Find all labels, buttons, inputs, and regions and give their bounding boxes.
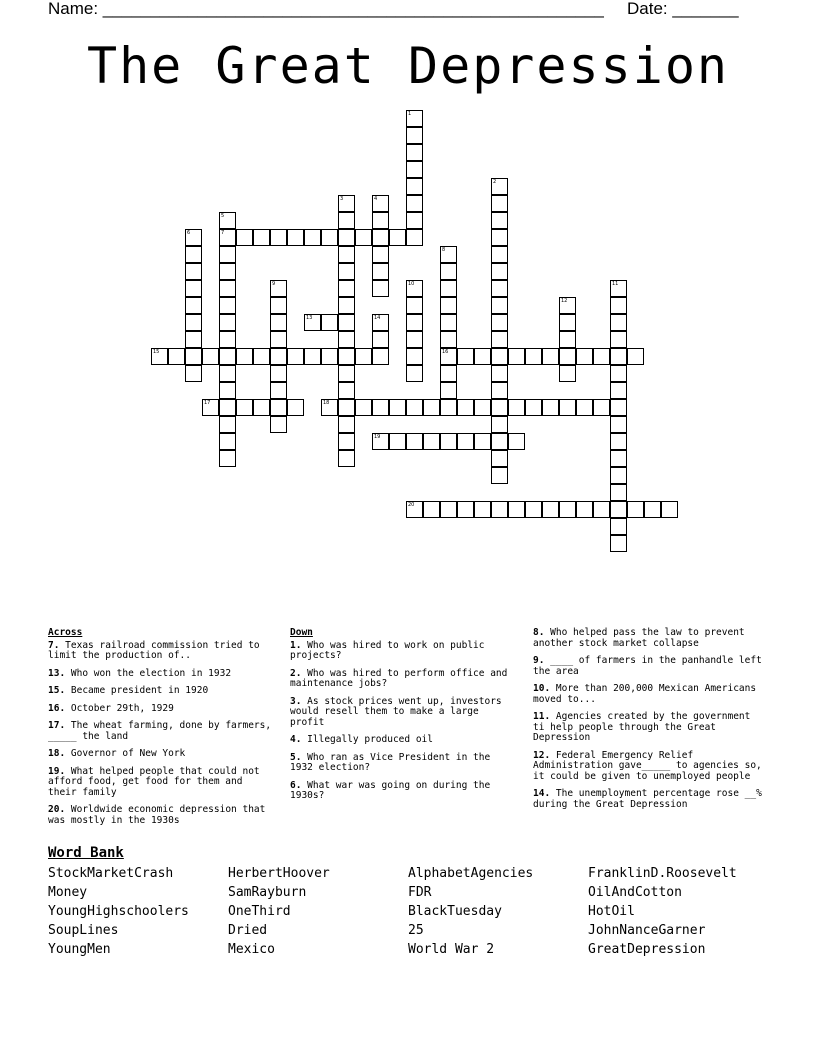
crossword-cell[interactable] — [219, 212, 236, 229]
crossword-cell[interactable] — [474, 433, 491, 450]
cell-number: 19 — [374, 434, 381, 440]
crossword-cell[interactable] — [491, 178, 508, 195]
crossword-cell[interactable] — [440, 263, 457, 280]
crossword-cell[interactable] — [338, 280, 355, 297]
crossword-cell[interactable] — [610, 331, 627, 348]
clue-text: Became president in 1920 — [65, 685, 209, 696]
crossword-cell[interactable] — [406, 297, 423, 314]
cell-number: 2 — [493, 179, 497, 185]
clue-text: Who was hired to perform office and maintenance jobs? — [290, 667, 508, 689]
cell-number: 13 — [306, 315, 313, 321]
word-bank-word: Dried — [228, 923, 268, 938]
clue-number: 7. — [48, 639, 60, 651]
crossword-cell[interactable] — [338, 433, 355, 450]
crossword-cell[interactable] — [610, 501, 627, 518]
crossword-cell[interactable] — [440, 382, 457, 399]
crossword-cell[interactable] — [338, 348, 355, 365]
crossword-cell[interactable] — [525, 348, 542, 365]
crossword-cell[interactable] — [491, 297, 508, 314]
crossword-cell[interactable] — [219, 263, 236, 280]
crossword-cell[interactable] — [593, 399, 610, 416]
crossword-cell[interactable] — [253, 399, 270, 416]
crossword-cell[interactable] — [661, 501, 678, 518]
crossword-cell[interactable] — [423, 433, 440, 450]
word-bank-word: JohnNanceGarner — [588, 923, 706, 938]
clue-item — [48, 669, 273, 680]
cell-number: 10 — [408, 281, 415, 287]
crossword-cell[interactable] — [372, 348, 389, 365]
crossword-cell[interactable] — [491, 467, 508, 484]
crossword-cell[interactable] — [491, 382, 508, 399]
crossword-cell[interactable] — [202, 399, 219, 416]
crossword-cell[interactable] — [508, 501, 525, 518]
clue-text: Agencies created by the government ti help people through the Great Depression — [533, 711, 751, 743]
clue-item — [48, 767, 273, 799]
word-bank-word: YoungHighschoolers — [48, 904, 189, 919]
crossword-cell[interactable] — [644, 501, 661, 518]
across-heading: Across — [48, 627, 83, 638]
crossword-cell[interactable] — [423, 501, 440, 518]
crossword-cell[interactable] — [355, 348, 372, 365]
crossword-cell[interactable] — [236, 399, 253, 416]
down-clues — [290, 628, 518, 809]
crossword-cell[interactable] — [440, 365, 457, 382]
crossword-cell[interactable] — [219, 348, 236, 365]
cell-number: 9 — [272, 281, 276, 287]
clue-item — [290, 669, 518, 690]
crossword-cell[interactable] — [491, 416, 508, 433]
crossword-cell[interactable] — [253, 229, 270, 246]
crossword-cell[interactable] — [491, 365, 508, 382]
crossword-cell[interactable] — [168, 348, 185, 365]
word-bank-word: StockMarketCrash — [48, 866, 174, 881]
crossword-cell[interactable] — [372, 229, 389, 246]
crossword-cell[interactable] — [610, 433, 627, 450]
cell-number: 3 — [340, 196, 344, 202]
crossword-cell[interactable] — [559, 365, 576, 382]
word-bank-word: SamRayburn — [228, 885, 307, 900]
crossword-cell[interactable] — [406, 229, 423, 246]
crossword-cell[interactable] — [372, 263, 389, 280]
crossword-cell[interactable] — [185, 331, 202, 348]
crossword-cell[interactable] — [491, 501, 508, 518]
crossword-cell[interactable] — [287, 348, 304, 365]
crossword-cell[interactable] — [338, 263, 355, 280]
clue-number: 18. — [48, 748, 66, 759]
crossword-cell[interactable] — [542, 501, 559, 518]
clue-item — [533, 656, 763, 677]
crossword-cell[interactable] — [270, 365, 287, 382]
crossword-cell[interactable] — [338, 195, 355, 212]
crossword-cell[interactable] — [372, 246, 389, 263]
crossword-cell[interactable] — [338, 229, 355, 246]
crossword-cell[interactable] — [440, 399, 457, 416]
crossword-cell[interactable] — [457, 348, 474, 365]
clue-text: Who ran as Vice President in the 1932 election? — [290, 751, 491, 773]
crossword-cell[interactable] — [508, 433, 525, 450]
word-bank-word: OneThird — [228, 904, 291, 919]
crossword-cell[interactable] — [270, 382, 287, 399]
crossword-cell[interactable] — [593, 348, 610, 365]
crossword-cell[interactable] — [185, 246, 202, 263]
crossword-cell[interactable] — [457, 501, 474, 518]
crossword-cell[interactable] — [219, 433, 236, 450]
crossword-cell[interactable] — [321, 229, 338, 246]
page-title: The Great Depression — [86, 37, 730, 95]
crossword-cell[interactable] — [491, 433, 508, 450]
clue-number: 1. — [290, 639, 302, 651]
crossword-cell[interactable] — [525, 399, 542, 416]
clue-number: 16. — [48, 702, 66, 714]
crossword-cell[interactable] — [610, 297, 627, 314]
crossword-cell[interactable] — [338, 246, 355, 263]
clue-item — [533, 712, 763, 744]
crossword-cell[interactable] — [338, 297, 355, 314]
crossword-cell[interactable] — [406, 178, 423, 195]
crossword-cell[interactable] — [491, 246, 508, 263]
clue-text: Governor of New York — [65, 748, 186, 759]
clue-item — [533, 751, 763, 783]
clue-text: Who helped pass the law to prevent another stock market collapse — [533, 627, 745, 649]
crossword-cell[interactable] — [236, 348, 253, 365]
crossword-cell[interactable] — [270, 297, 287, 314]
crossword-cell[interactable] — [406, 144, 423, 161]
cell-number: 6 — [187, 230, 191, 236]
word-bank-word: HerbertHoover — [228, 866, 330, 881]
crossword-cell[interactable] — [185, 297, 202, 314]
crossword-cell[interactable] — [474, 399, 491, 416]
crossword-cell[interactable] — [440, 280, 457, 297]
crossword-cell[interactable] — [338, 399, 355, 416]
crossword-cell[interactable] — [440, 297, 457, 314]
word-bank-word: OilAndCotton — [588, 885, 682, 900]
clue-text: What war was going on during the 1930s? — [290, 779, 491, 801]
crossword-cell[interactable] — [440, 246, 457, 263]
crossword-cell[interactable] — [610, 314, 627, 331]
crossword-cell[interactable] — [355, 399, 372, 416]
clue-number: 14. — [533, 788, 551, 799]
crossword-cell[interactable] — [185, 229, 202, 246]
crossword-cell[interactable] — [406, 161, 423, 178]
crossword-cell[interactable] — [219, 416, 236, 433]
clue-number: 11. — [533, 711, 551, 722]
crossword-cell[interactable] — [270, 416, 287, 433]
crossword-cell[interactable] — [406, 348, 423, 365]
crossword-cell[interactable] — [576, 501, 593, 518]
crossword-cell[interactable] — [219, 331, 236, 348]
crossword-cell[interactable] — [491, 280, 508, 297]
word-bank-word: BlackTuesday — [408, 904, 502, 919]
crossword-cell[interactable] — [627, 501, 644, 518]
crossword-cell[interactable] — [338, 331, 355, 348]
clue-text: Who was hired to work on public projects? — [290, 639, 485, 661]
crossword-cell[interactable] — [491, 195, 508, 212]
crossword-cell[interactable] — [610, 518, 627, 535]
crossword-cell[interactable] — [219, 365, 236, 382]
crossword-cell[interactable] — [219, 229, 236, 246]
crossword-cell[interactable] — [406, 365, 423, 382]
crossword-cell[interactable] — [491, 399, 508, 416]
crossword-cell[interactable] — [491, 331, 508, 348]
crossword-cell[interactable] — [610, 280, 627, 297]
clue-item — [48, 721, 273, 742]
clue-number: 12. — [533, 749, 551, 761]
crossword-cell[interactable] — [202, 348, 219, 365]
crossword-cell[interactable] — [185, 348, 202, 365]
crossword-cell[interactable] — [406, 399, 423, 416]
crossword-cell[interactable] — [304, 229, 321, 246]
word-bank-word: YoungMen — [48, 942, 111, 957]
clue-text: As stock prices went up, investors would resell them to make a large profit — [290, 695, 502, 728]
crossword-cell[interactable] — [321, 399, 338, 416]
crossword-cell[interactable] — [287, 399, 304, 416]
crossword-cell[interactable] — [219, 399, 236, 416]
crossword-cell[interactable] — [423, 399, 440, 416]
crossword-cell[interactable] — [372, 280, 389, 297]
crossword-cell[interactable] — [321, 348, 338, 365]
clue-number: 10. — [533, 683, 551, 694]
clue-number: 9. — [533, 655, 545, 666]
cell-number: 7 — [221, 230, 225, 236]
crossword-cell[interactable] — [406, 212, 423, 229]
clue-number: 6. — [290, 779, 302, 791]
crossword-cell[interactable] — [542, 348, 559, 365]
clue-item — [533, 789, 763, 810]
crossword-cell[interactable] — [355, 229, 372, 246]
crossword-cell[interactable] — [542, 399, 559, 416]
crossword-cell[interactable] — [236, 229, 253, 246]
crossword-cell[interactable] — [372, 331, 389, 348]
word-bank-title: Word Bank — [48, 845, 124, 861]
clue-item — [48, 686, 273, 697]
clue-item — [290, 735, 518, 746]
across-clues — [48, 628, 273, 833]
crossword-cell[interactable] — [610, 382, 627, 399]
cell-number: 12 — [561, 298, 568, 304]
crossword-cell[interactable] — [440, 314, 457, 331]
crossword-cell[interactable] — [491, 348, 508, 365]
crossword-cell[interactable] — [610, 416, 627, 433]
crossword-cell[interactable] — [338, 450, 355, 467]
word-bank-word: Mexico — [228, 942, 275, 957]
crossword-cell[interactable] — [559, 399, 576, 416]
crossword-cell[interactable] — [491, 263, 508, 280]
crossword-cell[interactable] — [389, 229, 406, 246]
word-bank-word: AlphabetAgencies — [408, 866, 534, 881]
crossword-cell[interactable] — [185, 280, 202, 297]
crossword-cell[interactable] — [338, 382, 355, 399]
clue-item — [48, 641, 273, 662]
crossword-cell[interactable] — [287, 229, 304, 246]
crossword-cell[interactable] — [627, 348, 644, 365]
crossword-cell[interactable] — [610, 484, 627, 501]
clue-item — [290, 641, 518, 662]
crossword-cell[interactable] — [185, 314, 202, 331]
clue-number: 5. — [290, 751, 302, 763]
crossword-cell[interactable] — [372, 195, 389, 212]
crossword-cell[interactable] — [270, 348, 287, 365]
crossword-cell[interactable] — [151, 348, 168, 365]
word-bank-word: FDR — [408, 885, 432, 900]
crossword-cell[interactable] — [559, 348, 576, 365]
clue-item — [290, 781, 518, 802]
crossword-cell[interactable] — [610, 365, 627, 382]
word-bank-word: FranklinD.Roosevelt — [588, 866, 737, 881]
cell-number: 16 — [442, 349, 449, 355]
clue-text: Texas railroad commission tried to limit the production of.. — [48, 639, 260, 661]
crossword-cell[interactable] — [338, 365, 355, 382]
crossword-cell[interactable] — [610, 399, 627, 416]
word-bank-word: World War 2 — [408, 942, 495, 957]
crossword-cell[interactable] — [491, 314, 508, 331]
crossword-cell[interactable] — [508, 348, 525, 365]
clue-text: The wheat farming, done by farmers, _____ the land — [48, 720, 272, 742]
cell-number: 5 — [221, 213, 225, 219]
word-bank-word: 25 — [408, 923, 424, 938]
word-bank-word: HotOil — [588, 904, 635, 919]
crossword-cell[interactable] — [321, 314, 338, 331]
clue-text: What helped people that could not afford food, get food for them and their family — [48, 765, 260, 798]
clue-item — [48, 749, 273, 760]
crossword-cell[interactable] — [219, 246, 236, 263]
crossword-cell[interactable] — [270, 280, 287, 297]
crossword-cell[interactable] — [270, 399, 287, 416]
crossword-cell[interactable] — [185, 365, 202, 382]
clue-text: Worldwide economic depression that was mostly in the 1930s — [48, 804, 266, 826]
crossword-cell[interactable] — [440, 331, 457, 348]
crossword-cell[interactable] — [372, 433, 389, 450]
crossword-cell[interactable] — [457, 433, 474, 450]
word-bank-word: GreatDepression — [588, 942, 706, 957]
crossword-cell[interactable] — [185, 263, 202, 280]
clue-number: 17. — [48, 720, 66, 731]
crossword-cell[interactable] — [559, 501, 576, 518]
clue-item — [290, 753, 518, 774]
crossword-cell[interactable] — [372, 314, 389, 331]
crossword-cell[interactable] — [304, 348, 321, 365]
crossword-cell[interactable] — [440, 501, 457, 518]
clue-number: 15. — [48, 685, 66, 696]
crossword-cell[interactable] — [270, 331, 287, 348]
crossword-cell[interactable] — [474, 501, 491, 518]
crossword-cell[interactable] — [610, 348, 627, 365]
clue-number: 4. — [290, 734, 302, 745]
crossword-cell[interactable] — [440, 433, 457, 450]
clue-text: ____ of farmers in the panhandle left the area — [533, 655, 762, 677]
cell-number: 1 — [408, 111, 412, 117]
clue-number: 13. — [48, 667, 66, 679]
clue-number: 2. — [290, 667, 302, 679]
crossword-cell[interactable] — [389, 433, 406, 450]
crossword-cell[interactable] — [406, 110, 423, 127]
crossword-cell[interactable] — [610, 535, 627, 552]
crossword-cell[interactable] — [491, 229, 508, 246]
word-bank-word: Money — [48, 885, 88, 900]
name-line[interactable]: Name: _____________________________________________________ — [48, 0, 604, 18]
crossword-cell[interactable] — [338, 416, 355, 433]
clue-item — [533, 684, 763, 705]
clue-number: 3. — [290, 695, 302, 707]
crossword-cell[interactable] — [219, 450, 236, 467]
crossword-cell[interactable] — [389, 399, 406, 416]
cell-number: 15 — [153, 349, 160, 355]
crossword-cell[interactable] — [270, 229, 287, 246]
crossword-cell[interactable] — [525, 501, 542, 518]
clue-item — [290, 697, 518, 729]
crossword-cell[interactable] — [219, 314, 236, 331]
crossword-cell[interactable] — [304, 314, 321, 331]
crossword-cell[interactable] — [576, 348, 593, 365]
cell-number: 4 — [374, 196, 378, 202]
crossword-cell[interactable] — [491, 450, 508, 467]
crossword-cell[interactable] — [372, 212, 389, 229]
cell-number: 8 — [442, 247, 446, 253]
crossword-cell[interactable] — [219, 280, 236, 297]
crossword-cell[interactable] — [406, 314, 423, 331]
crossword-cell[interactable] — [440, 348, 457, 365]
clue-item — [48, 704, 273, 715]
down-clues-continued — [533, 628, 763, 817]
crossword-cell[interactable] — [610, 450, 627, 467]
clue-item — [533, 628, 763, 649]
cell-number: 17 — [204, 400, 211, 406]
clue-text: Who won the election in 1932 — [65, 667, 232, 679]
crossword-cell[interactable] — [559, 331, 576, 348]
crossword-cell[interactable] — [406, 280, 423, 297]
clue-text: More than 200,000 Mexican Americans moved to... — [533, 683, 757, 705]
clue-text: October 29th, 1929 — [65, 702, 174, 714]
crossword-cell[interactable] — [219, 382, 236, 399]
crossword-cell[interactable] — [406, 127, 423, 144]
clue-number: 8. — [533, 627, 545, 638]
crossword-cell[interactable] — [372, 399, 389, 416]
crossword-cell[interactable] — [406, 433, 423, 450]
down-heading: Down — [290, 627, 313, 638]
crossword-cell[interactable] — [219, 297, 236, 314]
clue-text: Federal Emergency Relief Administration gave_____ to agencies so, it could be given to unemployed people — [533, 749, 762, 782]
crossword-cell[interactable] — [406, 501, 423, 518]
cell-number: 20 — [408, 502, 415, 508]
crossword-cell[interactable] — [406, 195, 423, 212]
clue-item — [48, 805, 273, 826]
crossword-cell[interactable] — [491, 212, 508, 229]
crossword-cell[interactable] — [338, 212, 355, 229]
crossword-cell[interactable] — [338, 314, 355, 331]
crossword-cell[interactable] — [406, 331, 423, 348]
crossword-cell[interactable] — [270, 314, 287, 331]
cell-number: 11 — [612, 281, 619, 287]
clue-number: 19. — [48, 765, 66, 777]
clue-text: Illegally produced oil — [301, 734, 434, 745]
crossword-cell[interactable] — [457, 399, 474, 416]
cell-number: 14 — [374, 315, 381, 321]
clue-number: 20. — [48, 804, 66, 815]
crossword-cell[interactable] — [559, 314, 576, 331]
crossword-cell[interactable] — [593, 501, 610, 518]
crossword-cell[interactable] — [474, 348, 491, 365]
crossword-cell[interactable] — [610, 467, 627, 484]
cell-number: 18 — [323, 400, 330, 406]
clue-text: The unemployment percentage rose __% during the Great Depression — [533, 788, 762, 810]
crossword-cell[interactable] — [253, 348, 270, 365]
crossword-cell[interactable] — [508, 399, 525, 416]
crossword-cell[interactable] — [559, 297, 576, 314]
date-line[interactable]: Date: _______ — [627, 0, 739, 18]
crossword-cell[interactable] — [576, 399, 593, 416]
word-bank-word: SoupLines — [48, 923, 119, 938]
